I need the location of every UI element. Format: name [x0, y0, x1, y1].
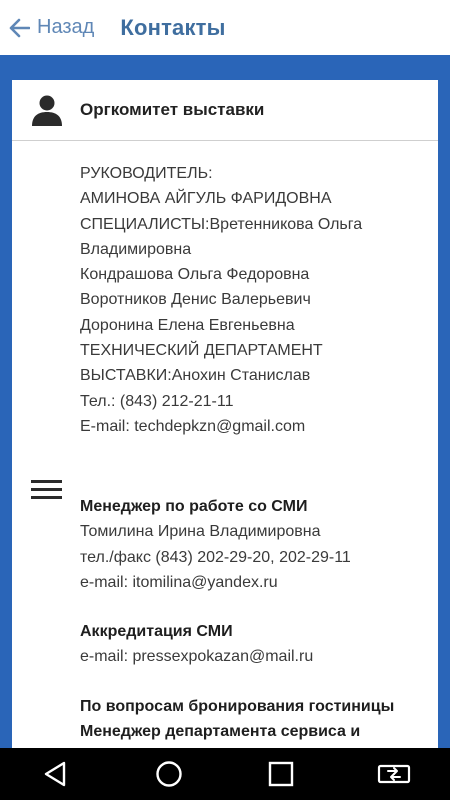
text-line: Кондрашова Ольга Федоровна: [80, 266, 310, 284]
contacts-card: [12, 80, 438, 748]
system-nav-bar: [0, 748, 450, 800]
media-email: e-mail: itomilina@yandex.ru: [80, 573, 278, 591]
hamburger-menu-icon[interactable]: [31, 480, 63, 504]
nav-recents-button[interactable]: [251, 748, 311, 800]
text-line: ТЕХНИЧЕСКИЙ ДЕПАРТАМЕНТ: [80, 342, 323, 360]
card-title: Оргкомитет выставки: [80, 100, 265, 119]
organizers-block: [80, 161, 425, 439]
accreditation-heading: Аккредитация СМИ: [80, 623, 233, 641]
text-line: Тел.: (843) 212-21-11: [80, 392, 234, 410]
triangle-back-icon: [42, 760, 70, 788]
nav-back-button[interactable]: [26, 748, 86, 800]
circle-home-icon: [155, 760, 183, 788]
text-line: E-mail: techdepkzn@gmail.com: [80, 417, 306, 435]
person-icon: [31, 94, 63, 126]
top-app-bar: [0, 0, 450, 55]
text-line: Владимировна: [80, 240, 192, 258]
screen-rotate-icon: [377, 760, 411, 788]
card-header: [12, 80, 438, 141]
media-heading: Менеджер по работе со СМИ: [80, 498, 308, 515]
hotel-heading: По вопросам бронирования гостиницы: [80, 697, 395, 715]
text-line: Воротников Денис Валерьевич: [80, 291, 311, 309]
accreditation-email: e-mail: pressexpokazan@mail.ru: [80, 648, 314, 666]
media-name: Томилина Ирина Владимировна: [80, 523, 321, 541]
arrow-left-icon: [8, 18, 30, 38]
back-button[interactable]: [0, 0, 94, 55]
media-phone: тел./факс (843) 202-29-20, 202-29-11: [80, 548, 351, 566]
media-contacts-block: [80, 494, 425, 744]
text-line: Доронина Елена Евгеньевна: [80, 316, 295, 334]
page-title: Контакты: [120, 14, 226, 40]
nav-home-button[interactable]: [139, 748, 199, 800]
text-line: РУКОВОДИТЕЛЬ:: [80, 165, 213, 182]
nav-rotate-button[interactable]: [364, 748, 424, 800]
text-line: ВЫСТАВКИ:Анохин Станислав: [80, 367, 311, 385]
hotel-manager-heading: Менеджер департамента сервиса и: [80, 723, 361, 741]
header-accent-bar: [0, 55, 450, 80]
text-line: СПЕЦИАЛИСТЫ:Вретенникова Ольга: [80, 215, 363, 233]
back-label: Назад: [37, 16, 95, 38]
square-recents-icon: [267, 760, 295, 788]
text-line: АМИНОВА АЙГУЛЬ ФАРИДОВНА: [80, 190, 332, 208]
